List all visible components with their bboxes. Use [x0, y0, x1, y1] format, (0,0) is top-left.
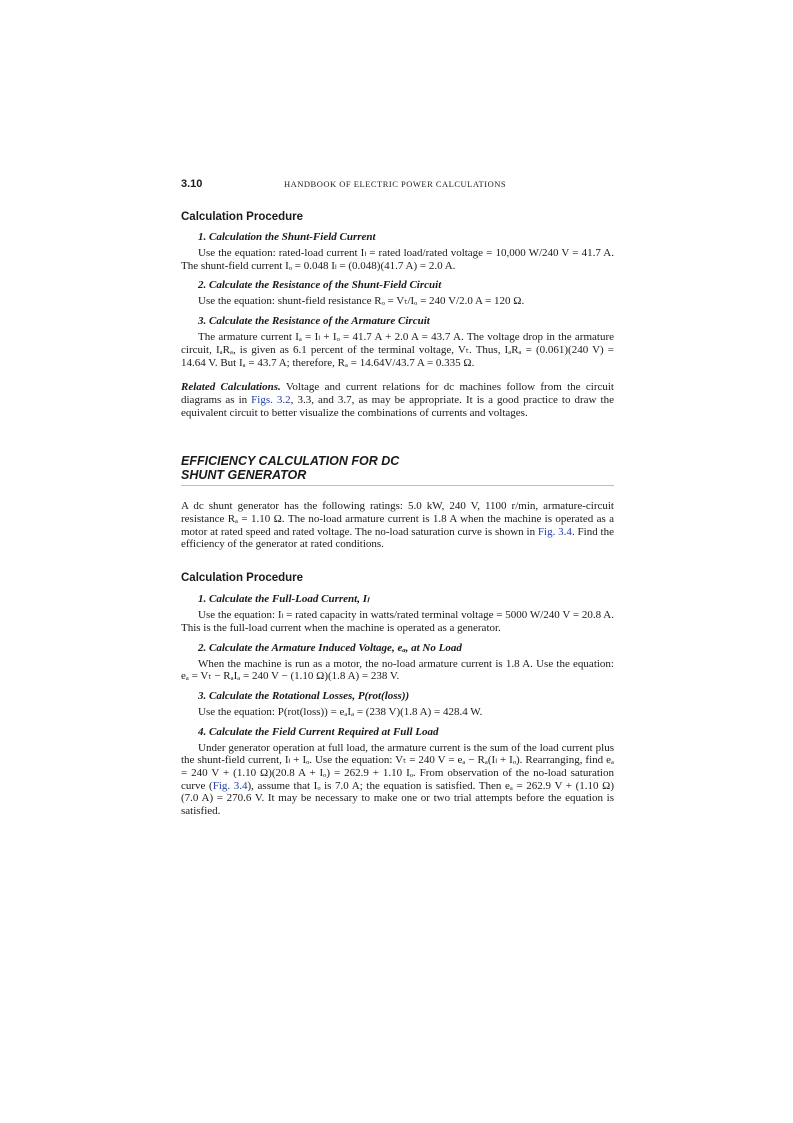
page-number: 3.10 [181, 178, 203, 190]
step-text: The armature current Iₐ = Iₗ + Iₒ = 41.7 A + 2.0 A = 43.7 A. The voltage drop in the armature circuit, IₐRₐ, is given as 6.1 percent of the terminal voltage, Vₜ. Thus, IₐRₐ = (0.061)(240 V) = 14.64 V. But Iₐ = 43.7 A; therefore, Rₐ = 14.64V/43.7 A = 0.335 Ω. [181, 331, 614, 369]
section-title [181, 454, 614, 486]
problem-text: A dc shunt generator has the following ratings: 5.0 kW, 240 V, 1100 r/min, armature-circuit resistance Rₐ = 1.10 Ω. The no-load armature current is 1.8 A when the machine is operated as a motor at rated speed and rated voltage. The no-load saturation curve is shown in [181, 500, 614, 538]
step-text: Use the equation: shunt-field resistance Rₒ = Vₜ/Iₒ = 240 V/2.0 A = 120 Ω. [198, 295, 525, 308]
running-head: HANDBOOK OF ELECTRIC POWER CALCULATIONS [284, 179, 507, 189]
related-text: Voltage and current relations for dc machines follow from the circuit diagrams as in [181, 381, 614, 406]
section-title-line: EFFICIENCY CALCULATION FOR DC [181, 454, 400, 469]
step-title: 3. Calculate the Resistance of the Armature Circuit [198, 315, 430, 328]
page-header [181, 178, 614, 194]
procedure-heading: Calculation Procedure [181, 572, 304, 585]
document-page [181, 178, 614, 825]
step-text-part: ), assume that Iₒ is 7.0 A; the equation is satisfied. Then eₐ = 262.9 V + (1.10 Ω) (7.0 A) = 270.6 V. It may be necessary to make one or two trial attempts before the equation is satisfied. [181, 779, 614, 818]
problem-text: . Find the efficiency of the generator at rated conditions. [181, 525, 614, 551]
step-title: 3. Calculate the Rotational Losses, P(rot(loss)) [198, 689, 410, 702]
step-text-part: Under generator operation at full load, the armature current is the sum of the load current plus the shunt-field current, Iₗ + Iₒ. Use the equation: Vₜ = 240 V = eₐ − Rₐ(Iₗ + Iₒ). Rearranging, find eₐ = 240 V + (1.10 Ω)(20.8 A + Iₒ) = 262.9 + 1.10 Iₒ. From observation of the no-load saturation curve ( [181, 741, 614, 792]
related-label: Related Calculations. [181, 381, 281, 394]
procedure-heading: Calculation Procedure [181, 211, 304, 223]
step-title: 1. Calculate the Full-Load Current, Iₗ [198, 593, 369, 606]
step-text: Use the equation: rated-load current Iₗ = rated load/rated voltage = 10,000 W/240 V = 41.7 A. The shunt-field current Iₒ = 0.048 Iₗ = (0.048)(41.7 A) = 2.0 A. [181, 247, 614, 272]
problem-statement [181, 500, 614, 551]
figure-link[interactable]: Figs. 3.2 [251, 393, 291, 406]
section-title-line: SHUNT GENERATOR [181, 468, 307, 483]
step-text: Use the equation: P(rot(loss)) = eₐIₐ = (238 V)(1.8 A) = 428.4 W. [198, 705, 483, 718]
step-title: 2. Calculate the Resistance of the Shunt-Field Circuit [198, 279, 442, 292]
step-text [181, 742, 614, 818]
step-title: 2. Calculate the Armature Induced Voltage, eₐ, at No Load [198, 641, 462, 654]
step-title: 4. Calculate the Field Current Required at Full Load [198, 725, 439, 738]
step-title: 1. Calculation the Shunt-Field Current [198, 231, 376, 243]
step-text: Use the equation: Iₗ = rated capacity in watts/rated terminal voltage = 5000 W/240 V = 20.8 A. This is the full-load current when the machine is operated as a generator. [181, 609, 614, 634]
figure-link[interactable]: Fig. 3.4 [537, 525, 572, 538]
related-calculations [181, 381, 614, 419]
step-text: When the machine is run as a motor, the no-load armature current is 1.8 A. Use the equation: eₐ = Vₜ − RₐIₐ = 240 V − (1.10 Ω)(1.8 A) = 238 V. [181, 657, 614, 683]
figure-link[interactable]: Fig. 3.4 [212, 779, 248, 792]
related-text: , 3.3, and 3.7, as may be appropriate. It is a good practice to draw the equivalent circuit to better visualize the combinations of currents and voltages. [181, 393, 614, 419]
